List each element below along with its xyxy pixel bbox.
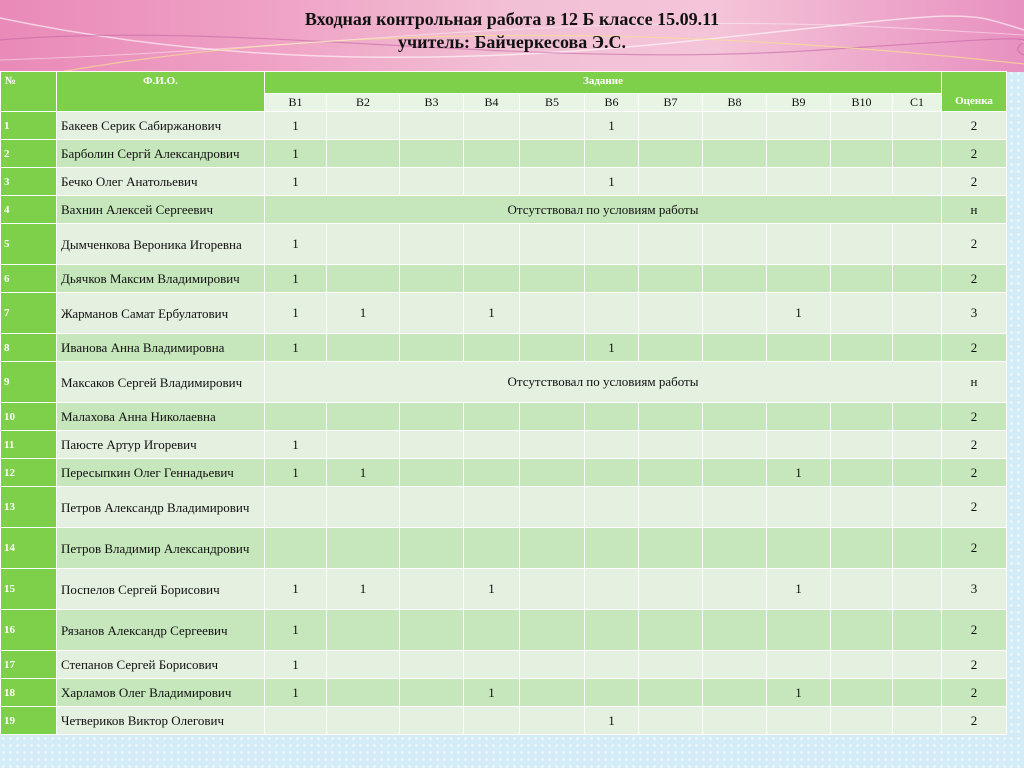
task-mark [327, 679, 400, 707]
task-mark: 1 [464, 293, 520, 334]
task-mark [327, 334, 400, 362]
task-header-2: В2 [327, 94, 400, 112]
row-number: 10 [1, 403, 57, 431]
task-mark [464, 459, 520, 487]
task-mark [767, 224, 831, 265]
task-mark [585, 487, 639, 528]
task-mark [400, 459, 464, 487]
table-row [1, 679, 1007, 707]
task-mark: 1 [265, 224, 327, 265]
student-name: Малахова Анна Николаевна [57, 403, 265, 431]
task-mark [703, 569, 767, 610]
task-mark [400, 707, 464, 735]
task-mark [400, 651, 464, 679]
task-mark [703, 293, 767, 334]
student-name: Барболин Сергй Александрович [57, 140, 265, 168]
task-header-10: В10 [831, 94, 893, 112]
task-mark [400, 403, 464, 431]
task-mark [831, 168, 893, 196]
task-mark [400, 431, 464, 459]
task-mark [464, 334, 520, 362]
grade-cell: 2 [942, 487, 1007, 528]
task-mark [893, 528, 942, 569]
task-mark [831, 334, 893, 362]
task-mark: 1 [265, 265, 327, 293]
table-row [1, 487, 1007, 528]
table-row [1, 168, 1007, 196]
task-mark [831, 459, 893, 487]
task-mark [703, 707, 767, 735]
task-mark [639, 403, 703, 431]
table-row [1, 362, 1007, 403]
row-number: 5 [1, 224, 57, 265]
student-name: Харламов Олег Владимирович [57, 679, 265, 707]
task-mark [893, 487, 942, 528]
task-mark [703, 651, 767, 679]
table-row [1, 224, 1007, 265]
table-row [1, 431, 1007, 459]
task-mark [703, 112, 767, 140]
task-mark: 1 [327, 459, 400, 487]
table-row [1, 707, 1007, 735]
header-task: Задание [265, 72, 942, 94]
grade-cell: 3 [942, 293, 1007, 334]
task-mark [520, 487, 585, 528]
task-mark: 1 [265, 293, 327, 334]
task-header-5: В5 [520, 94, 585, 112]
task-mark: 1 [265, 140, 327, 168]
task-mark [639, 431, 703, 459]
task-mark [265, 403, 327, 431]
task-mark [464, 168, 520, 196]
student-name: Вахнин Алексей Сергеевич [57, 196, 265, 224]
task-mark [585, 569, 639, 610]
task-mark: 1 [265, 431, 327, 459]
table-row [1, 334, 1007, 362]
grade-cell: 2 [942, 651, 1007, 679]
task-header-7: В7 [639, 94, 703, 112]
task-mark [767, 528, 831, 569]
grade-cell: 2 [942, 459, 1007, 487]
task-mark: 1 [265, 112, 327, 140]
student-name: Четвериков Виктор Олегович [57, 707, 265, 735]
student-name: Иванова Анна Владимировна [57, 334, 265, 362]
task-mark [893, 293, 942, 334]
row-number: 14 [1, 528, 57, 569]
task-header-4: В4 [464, 94, 520, 112]
task-mark [464, 265, 520, 293]
task-mark [585, 403, 639, 431]
title-line-1: Входная контрольная работа в 12 Б классе 15.09.11 [304, 9, 720, 29]
row-number: 2 [1, 140, 57, 168]
task-mark [520, 168, 585, 196]
header-name: Ф.И.О. [57, 72, 265, 112]
task-mark: 1 [767, 293, 831, 334]
task-mark [520, 610, 585, 651]
grade-cell: 3 [942, 569, 1007, 610]
task-mark [265, 528, 327, 569]
task-mark [585, 293, 639, 334]
task-mark [893, 679, 942, 707]
task-mark [585, 224, 639, 265]
task-header-3: В3 [400, 94, 464, 112]
grade-cell: 2 [942, 265, 1007, 293]
task-mark: 1 [767, 679, 831, 707]
row-number: 17 [1, 651, 57, 679]
task-mark [703, 403, 767, 431]
task-mark [639, 569, 703, 610]
absent-note: Отсутствовал по условиям работы [265, 362, 942, 403]
task-mark: 1 [265, 651, 327, 679]
task-mark [703, 459, 767, 487]
task-mark [327, 610, 400, 651]
task-mark: 1 [767, 569, 831, 610]
task-mark [893, 569, 942, 610]
task-mark [520, 403, 585, 431]
task-mark [585, 679, 639, 707]
task-mark [703, 224, 767, 265]
task-mark: 1 [265, 679, 327, 707]
task-mark [893, 610, 942, 651]
task-mark [767, 431, 831, 459]
task-mark [893, 265, 942, 293]
student-name: Бечко Олег Анатольевич [57, 168, 265, 196]
task-mark [520, 293, 585, 334]
task-mark [893, 459, 942, 487]
task-mark [831, 431, 893, 459]
row-number: 8 [1, 334, 57, 362]
task-mark [831, 487, 893, 528]
task-mark [327, 528, 400, 569]
task-mark [831, 569, 893, 610]
task-mark [639, 140, 703, 168]
task-mark [893, 334, 942, 362]
task-mark [703, 610, 767, 651]
task-mark [639, 334, 703, 362]
task-mark: 1 [464, 679, 520, 707]
grade-cell: н [942, 362, 1007, 403]
row-number: 4 [1, 196, 57, 224]
task-mark [831, 140, 893, 168]
task-mark [400, 265, 464, 293]
task-mark: 1 [327, 293, 400, 334]
table-row [1, 528, 1007, 569]
task-mark: 1 [585, 112, 639, 140]
results-table [0, 71, 1007, 735]
row-number: 6 [1, 265, 57, 293]
grade-cell: 2 [942, 140, 1007, 168]
task-mark [464, 403, 520, 431]
grade-cell: 2 [942, 431, 1007, 459]
task-mark [464, 528, 520, 569]
task-mark [464, 140, 520, 168]
grade-cell: 2 [942, 679, 1007, 707]
task-mark [327, 651, 400, 679]
table-row [1, 140, 1007, 168]
table-row [1, 112, 1007, 140]
task-mark [639, 224, 703, 265]
task-mark [520, 224, 585, 265]
grade-cell: 2 [942, 528, 1007, 569]
task-mark [703, 431, 767, 459]
task-mark [767, 168, 831, 196]
student-name: Пересыпкин Олег Геннадьевич [57, 459, 265, 487]
row-number: 15 [1, 569, 57, 610]
task-mark [831, 112, 893, 140]
row-number: 7 [1, 293, 57, 334]
task-mark [703, 168, 767, 196]
task-mark [831, 651, 893, 679]
table-row [1, 569, 1007, 610]
task-mark [831, 707, 893, 735]
task-mark [464, 707, 520, 735]
task-mark [639, 679, 703, 707]
student-name: Петров Александр Владимирович [57, 487, 265, 528]
task-mark [400, 224, 464, 265]
row-number: 13 [1, 487, 57, 528]
task-mark: 1 [464, 569, 520, 610]
task-mark [767, 403, 831, 431]
student-name: Рязанов Александр Сергеевич [57, 610, 265, 651]
task-mark [520, 651, 585, 679]
task-mark [400, 528, 464, 569]
row-number: 12 [1, 459, 57, 487]
task-mark [585, 610, 639, 651]
task-mark [767, 140, 831, 168]
student-name: Максаков Сергей Владимирович [57, 362, 265, 403]
table-row [1, 403, 1007, 431]
student-name: Дымченкова Вероника Игоревна [57, 224, 265, 265]
grade-cell: 2 [942, 224, 1007, 265]
row-number: 18 [1, 679, 57, 707]
task-mark [327, 265, 400, 293]
task-mark [520, 334, 585, 362]
student-name: Степанов Сергей Борисович [57, 651, 265, 679]
task-mark [639, 293, 703, 334]
task-mark [893, 431, 942, 459]
task-mark [639, 459, 703, 487]
task-mark [585, 431, 639, 459]
task-mark [703, 265, 767, 293]
task-mark [400, 334, 464, 362]
task-mark [639, 265, 703, 293]
grade-cell: 2 [942, 610, 1007, 651]
task-mark [464, 651, 520, 679]
grade-cell: 2 [942, 403, 1007, 431]
task-mark [520, 265, 585, 293]
task-mark [639, 168, 703, 196]
task-mark: 1 [767, 459, 831, 487]
task-mark [400, 569, 464, 610]
task-header-6: В6 [585, 94, 639, 112]
row-number: 3 [1, 168, 57, 196]
task-mark [520, 569, 585, 610]
table-row [1, 651, 1007, 679]
task-mark [893, 651, 942, 679]
page-title [0, 8, 1024, 54]
task-mark [831, 224, 893, 265]
task-mark [893, 707, 942, 735]
task-mark [520, 459, 585, 487]
task-mark [400, 487, 464, 528]
task-mark [767, 707, 831, 735]
task-mark [520, 679, 585, 707]
task-mark [400, 168, 464, 196]
task-mark [520, 112, 585, 140]
task-mark [265, 487, 327, 528]
task-header-11: С1 [893, 94, 942, 112]
task-mark [400, 679, 464, 707]
task-mark [327, 707, 400, 735]
task-mark [639, 112, 703, 140]
task-mark [464, 487, 520, 528]
task-mark [400, 112, 464, 140]
table-row [1, 459, 1007, 487]
task-mark [703, 528, 767, 569]
task-mark [400, 140, 464, 168]
table-row [1, 196, 1007, 224]
task-mark [893, 112, 942, 140]
row-number: 9 [1, 362, 57, 403]
table-row [1, 265, 1007, 293]
header-number: № [1, 72, 57, 112]
task-mark [327, 487, 400, 528]
title-line-2: учитель: Байчеркесова Э.С. [398, 32, 626, 52]
task-mark: 1 [327, 569, 400, 610]
task-mark [831, 679, 893, 707]
task-mark: 1 [265, 168, 327, 196]
task-mark: 1 [585, 168, 639, 196]
task-mark: 1 [585, 707, 639, 735]
task-mark [767, 265, 831, 293]
table-row [1, 293, 1007, 334]
task-mark [400, 610, 464, 651]
table-row [1, 610, 1007, 651]
task-mark [703, 140, 767, 168]
task-mark: 1 [265, 334, 327, 362]
task-mark [327, 224, 400, 265]
grade-cell: 2 [942, 112, 1007, 140]
task-mark [893, 403, 942, 431]
task-mark [639, 651, 703, 679]
grade-cell: 2 [942, 168, 1007, 196]
task-mark [639, 707, 703, 735]
task-mark [831, 528, 893, 569]
task-mark [520, 528, 585, 569]
row-number: 16 [1, 610, 57, 651]
student-name: Жарманов Самат Ербулатович [57, 293, 265, 334]
task-mark [831, 610, 893, 651]
row-number: 11 [1, 431, 57, 459]
task-mark: 1 [265, 459, 327, 487]
task-mark [831, 293, 893, 334]
task-mark [464, 224, 520, 265]
student-name: Бакеев Серик Сабиржанович [57, 112, 265, 140]
task-mark [893, 140, 942, 168]
task-mark [831, 403, 893, 431]
task-header-9: В9 [767, 94, 831, 112]
task-mark: 1 [265, 610, 327, 651]
task-header-1: В1 [265, 94, 327, 112]
task-mark [585, 651, 639, 679]
task-mark [767, 487, 831, 528]
task-mark [767, 651, 831, 679]
task-mark [893, 224, 942, 265]
task-mark [703, 679, 767, 707]
grade-cell: н [942, 196, 1007, 224]
absent-note: Отсутствовал по условиям работы [265, 196, 942, 224]
task-mark [639, 610, 703, 651]
task-mark [585, 459, 639, 487]
task-mark [520, 707, 585, 735]
task-mark [400, 293, 464, 334]
task-mark: 1 [265, 569, 327, 610]
task-mark [585, 140, 639, 168]
task-mark [767, 112, 831, 140]
task-mark [703, 334, 767, 362]
task-mark [464, 610, 520, 651]
task-mark [703, 487, 767, 528]
task-mark [327, 431, 400, 459]
task-mark [831, 265, 893, 293]
task-mark [327, 140, 400, 168]
grade-cell: 2 [942, 334, 1007, 362]
row-number: 1 [1, 112, 57, 140]
task-mark [585, 265, 639, 293]
task-mark [767, 610, 831, 651]
task-mark: 1 [585, 334, 639, 362]
task-mark [327, 112, 400, 140]
grade-cell: 2 [942, 707, 1007, 735]
task-mark [265, 707, 327, 735]
task-mark [464, 112, 520, 140]
task-mark [639, 528, 703, 569]
task-mark [327, 168, 400, 196]
task-mark [767, 334, 831, 362]
student-name: Дьячков Максим Владимирович [57, 265, 265, 293]
student-name: Петров Владимир Александрович [57, 528, 265, 569]
task-mark [893, 168, 942, 196]
task-mark [585, 528, 639, 569]
student-name: Поспелов Сергей Борисович [57, 569, 265, 610]
task-mark [639, 487, 703, 528]
row-number: 19 [1, 707, 57, 735]
task-mark [520, 431, 585, 459]
task-mark [464, 431, 520, 459]
header-grade: Оценка [942, 72, 1007, 112]
student-name: Паюсте Артур Игоревич [57, 431, 265, 459]
task-mark [520, 140, 585, 168]
task-header-8: В8 [703, 94, 767, 112]
task-mark [327, 403, 400, 431]
